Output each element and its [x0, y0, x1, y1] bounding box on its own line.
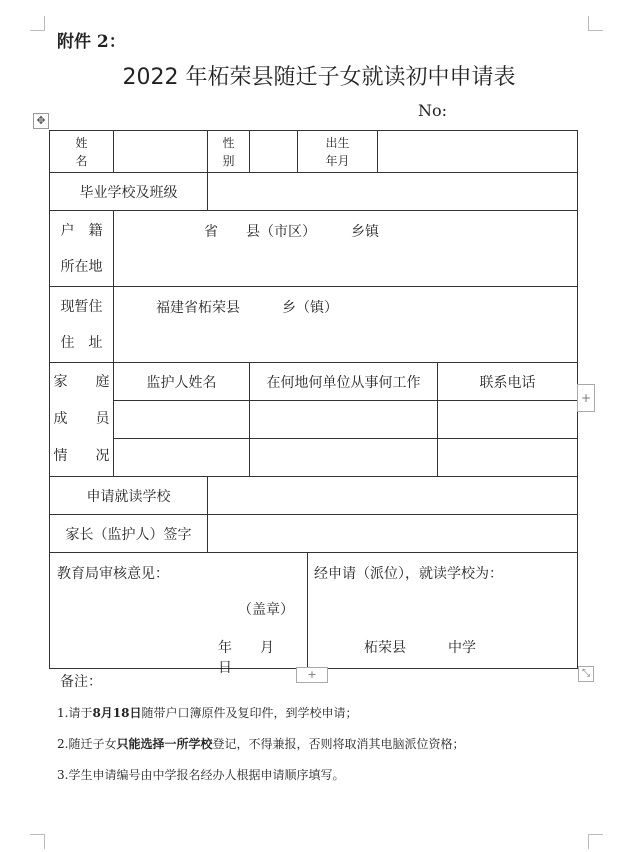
gender-input-cell[interactable] — [250, 131, 298, 173]
row-graduate-school — [50, 173, 578, 211]
signature-input[interactable] — [208, 515, 578, 553]
phone-input[interactable] — [438, 401, 578, 439]
household-label-line1: 户 籍 — [60, 222, 103, 239]
guardian-name-header: 监护人姓名 — [114, 363, 250, 401]
workplace-input[interactable] — [250, 439, 438, 477]
row-family-header — [50, 363, 578, 401]
attachment-label: 附件 2： — [57, 32, 126, 52]
note-2-emphasis: 只能选择一所学校 — [116, 737, 213, 751]
row-signature — [50, 515, 578, 553]
gender-label-cell — [208, 131, 250, 173]
residence-label-line2: 住 址 — [60, 334, 103, 351]
birth-label-cell — [298, 131, 378, 173]
note-2-prefix: 2.随迁子女 — [57, 737, 117, 751]
add-row-handle-icon[interactable]: + — [296, 667, 328, 683]
birth-label-line2: 年月 — [325, 153, 350, 168]
name-label-line1: 姓 — [75, 135, 88, 150]
name-label-cell — [50, 131, 114, 173]
assigned-school-label: 经申请（派位），就读学校为： — [314, 566, 503, 582]
family-label-cell — [50, 363, 114, 477]
assigned-school-value: 柘荣县 中学 — [364, 640, 476, 656]
residence-value[interactable]: 福建省柘荣县 乡（镇） — [114, 287, 578, 363]
household-label-line2: 所在地 — [60, 258, 103, 275]
birth-input-cell[interactable] — [378, 131, 578, 173]
assigned-school-cell[interactable] — [308, 553, 578, 669]
birth-label-line1: 出生 — [325, 135, 350, 150]
crop-mark-bottom-left — [30, 834, 45, 849]
row-household — [50, 211, 578, 287]
gender-label-line1: 性 — [222, 135, 235, 150]
residence-label-line1: 现暂住 — [60, 298, 103, 315]
household-value[interactable]: 省 县（市区） 乡镇 — [114, 211, 578, 287]
number-label: No: — [418, 101, 448, 120]
notes-heading: 备注： — [60, 674, 102, 690]
family-label-line2: 成 员 — [53, 411, 110, 427]
row-review — [50, 553, 578, 669]
note-2 — [57, 735, 464, 752]
row-residence — [50, 287, 578, 363]
table-resize-handle-icon[interactable]: ⤡ — [578, 666, 594, 682]
crop-mark-bottom-right — [588, 834, 603, 849]
workplace-input[interactable] — [250, 401, 438, 439]
note-1-prefix: 1.请于 — [57, 706, 93, 720]
table-move-handle-icon[interactable]: ✥ — [33, 113, 49, 129]
phone-input[interactable] — [438, 439, 578, 477]
graduate-school-input[interactable] — [208, 173, 578, 211]
name-input-cell[interactable] — [114, 131, 208, 173]
family-label-line1: 家 庭 — [53, 374, 110, 390]
family-label-line3: 情 况 — [53, 448, 110, 464]
family-member-row — [50, 401, 578, 439]
family-member-row — [50, 439, 578, 477]
apply-school-input[interactable] — [208, 477, 578, 515]
guardian-name-input[interactable] — [114, 401, 250, 439]
graduate-school-label: 毕业学校及班级 — [50, 173, 208, 211]
row-apply-school — [50, 477, 578, 515]
apply-school-label: 申请就读学校 — [50, 477, 208, 515]
date-label: 年 月 日 — [218, 640, 302, 676]
note-1-date: 8月18日 — [92, 706, 142, 720]
household-label-cell — [50, 211, 114, 287]
note-1 — [57, 704, 358, 721]
application-form-table — [49, 130, 578, 676]
note-2-rest: 登记，不得兼报，否则将取消其电脑派位资格； — [212, 737, 465, 751]
bureau-opinion-label: 教育局审核意见： — [57, 566, 169, 582]
bureau-opinion-cell[interactable] — [50, 553, 308, 676]
crop-mark-top-left — [30, 16, 45, 31]
row-basic-info — [50, 131, 578, 173]
note-1-rest: 随带户口簿原件及复印件，到学校申请； — [141, 706, 358, 720]
page-title: 2022 年柘荣县随迁子女就读初中申请表 — [122, 65, 516, 90]
phone-header: 联系电话 — [438, 363, 578, 401]
workplace-header: 在何地何单位从事何工作 — [250, 363, 438, 401]
crop-mark-top-right — [588, 16, 603, 31]
residence-label-cell — [50, 287, 114, 363]
gender-label-line2: 别 — [222, 153, 235, 168]
signature-label: 家长（监护人）签字 — [50, 515, 208, 553]
note-3: 3.学生申请编号由中学报名经办人根据申请顺序填写。 — [57, 768, 345, 782]
guardian-name-input[interactable] — [114, 439, 250, 477]
name-label-line2: 名 — [75, 153, 88, 168]
add-column-handle-icon[interactable]: + — [577, 384, 595, 412]
seal-label: （盖章） — [238, 602, 294, 618]
